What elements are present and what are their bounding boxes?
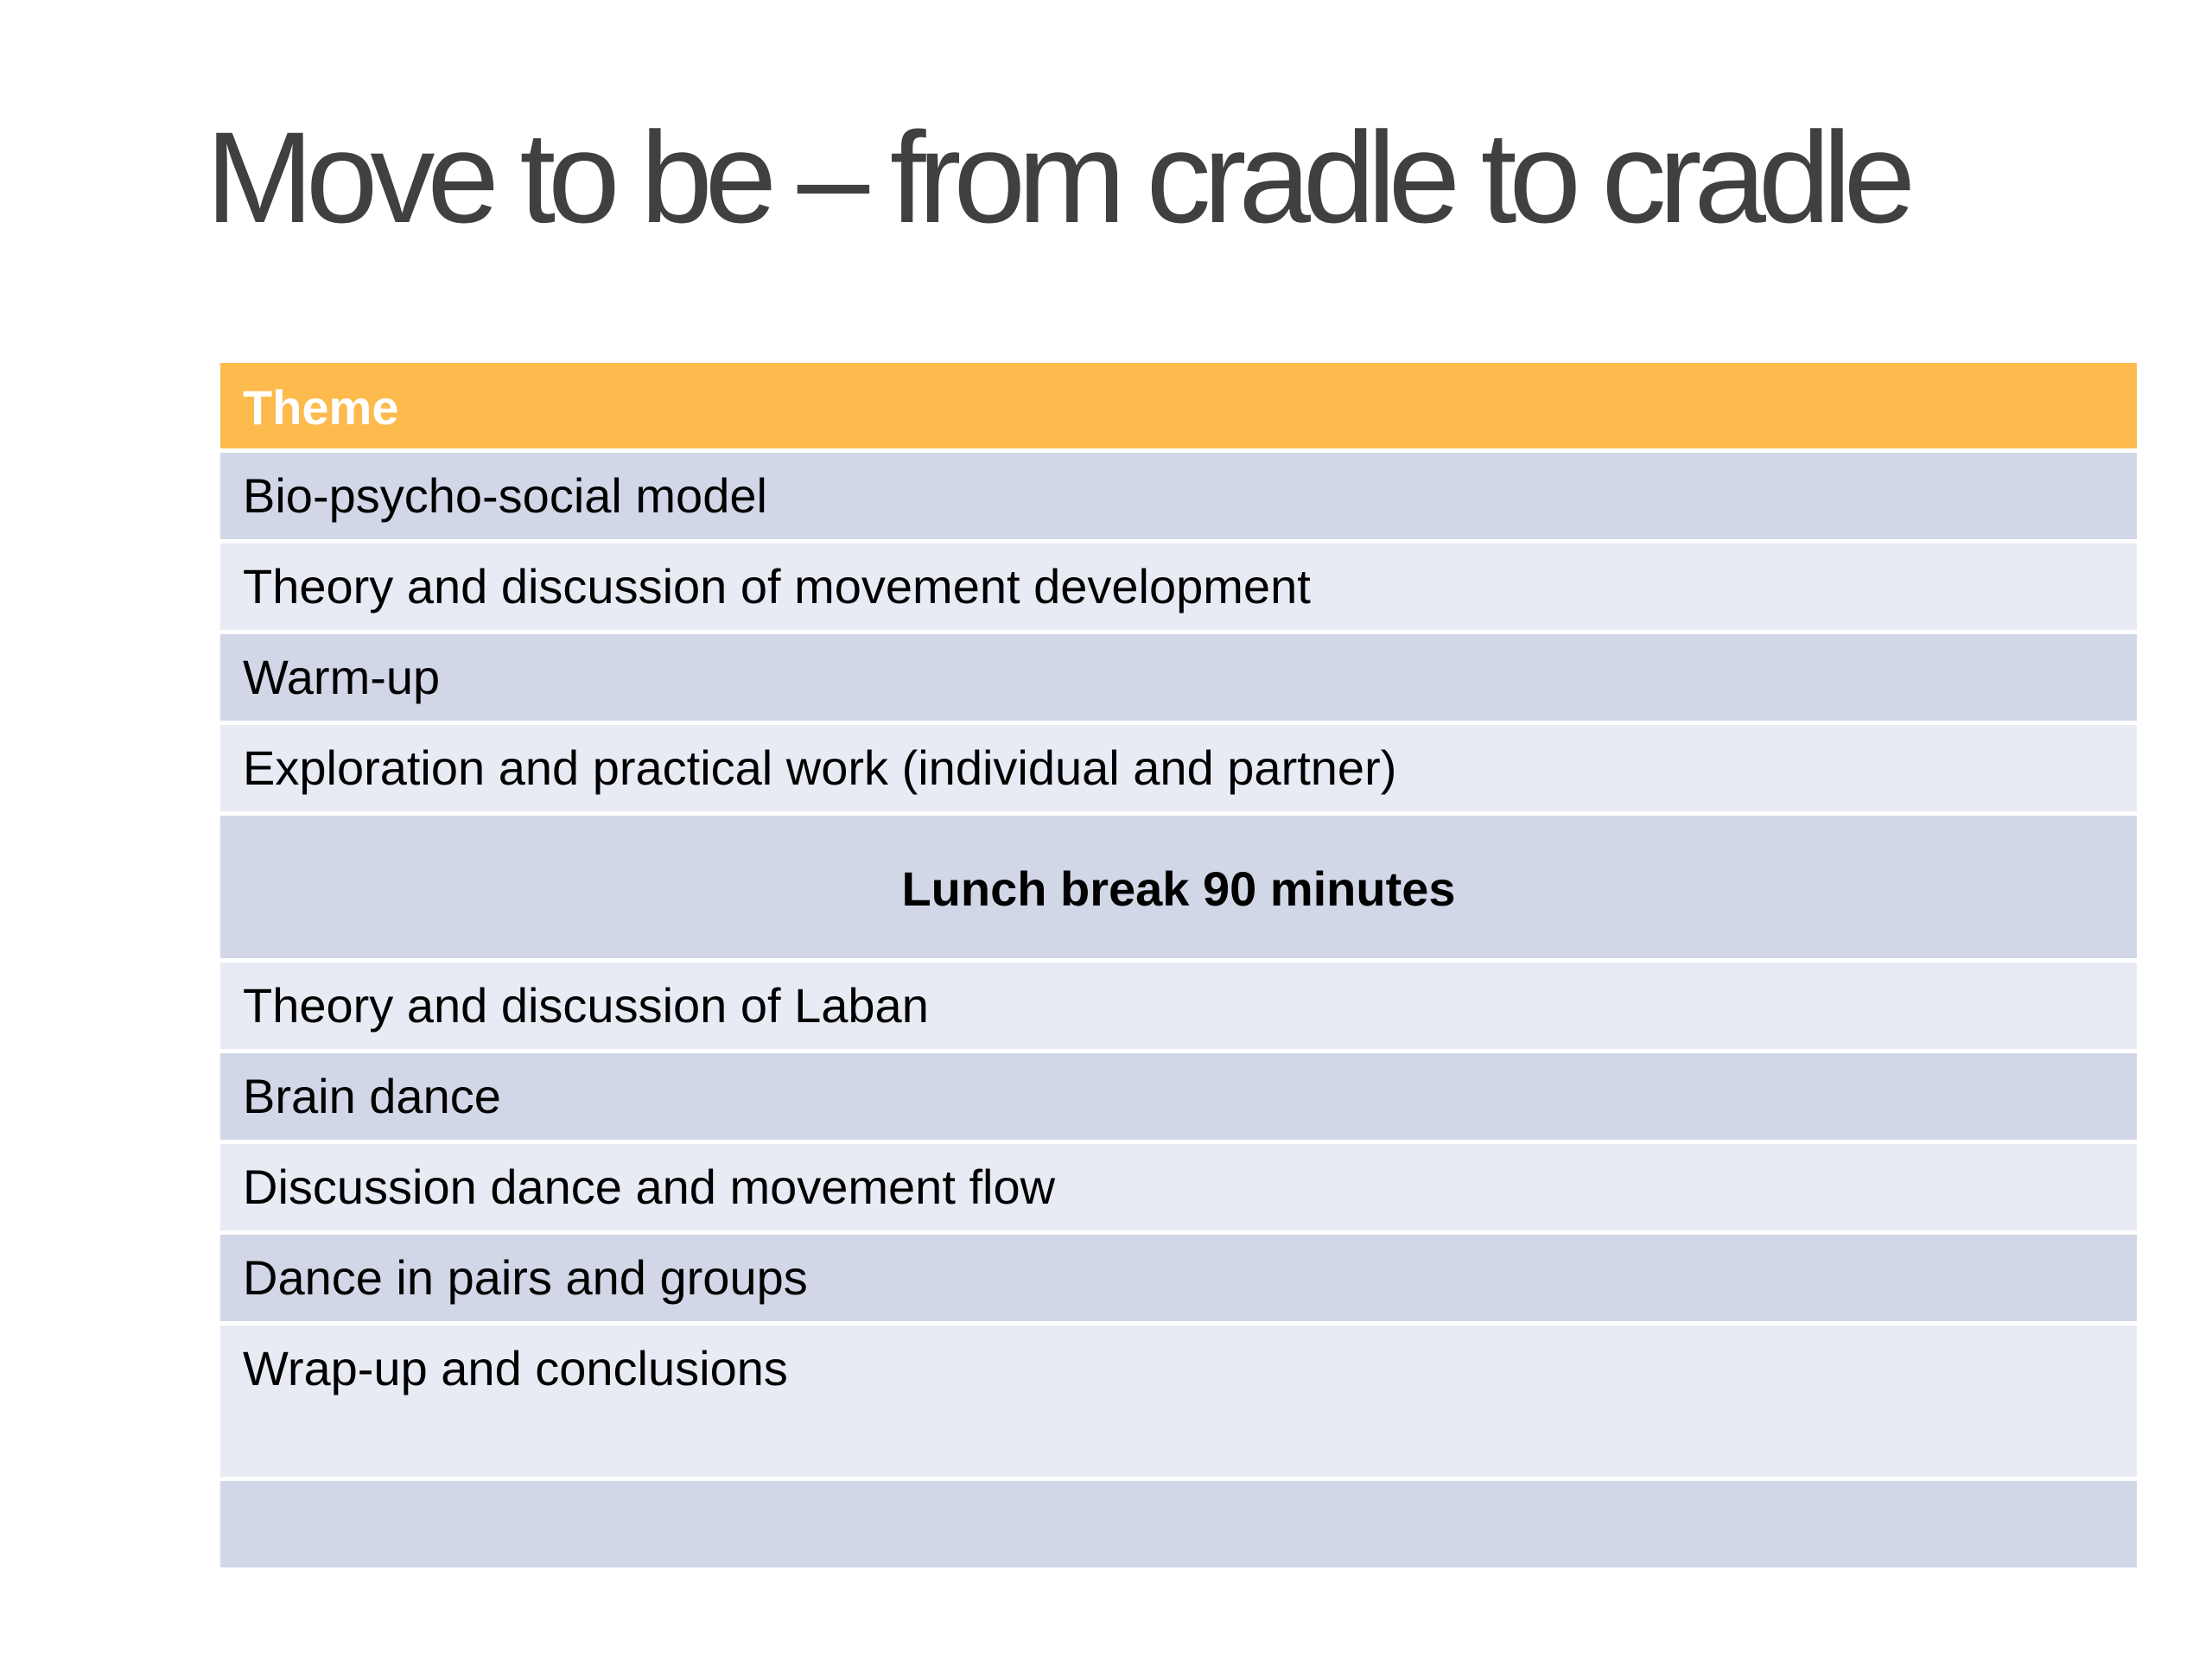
table-row: Discussion dance and movement flow	[220, 1144, 2137, 1235]
slide-title: Move to be – from cradle to cradle	[206, 105, 1909, 250]
table-row: Warm-up	[220, 634, 2137, 725]
table-row: Wrap-up and conclusions	[220, 1325, 2137, 1481]
lunch-break-row: Lunch break 90 minutes	[220, 816, 2137, 963]
empty-table-row	[220, 1481, 2137, 1567]
table-row: Theory and discussion of movement development	[220, 543, 2137, 634]
table-row: Exploration and practical work (individual and partner)	[220, 725, 2137, 816]
theme-table	[220, 363, 2137, 1567]
table-row: Brain dance	[220, 1053, 2137, 1144]
table-row: Theory and discussion of Laban	[220, 963, 2137, 1053]
table-header: Theme	[220, 363, 2137, 453]
table-row: Dance in pairs and groups	[220, 1235, 2137, 1325]
table-row: Bio-psycho-social model	[220, 453, 2137, 543]
